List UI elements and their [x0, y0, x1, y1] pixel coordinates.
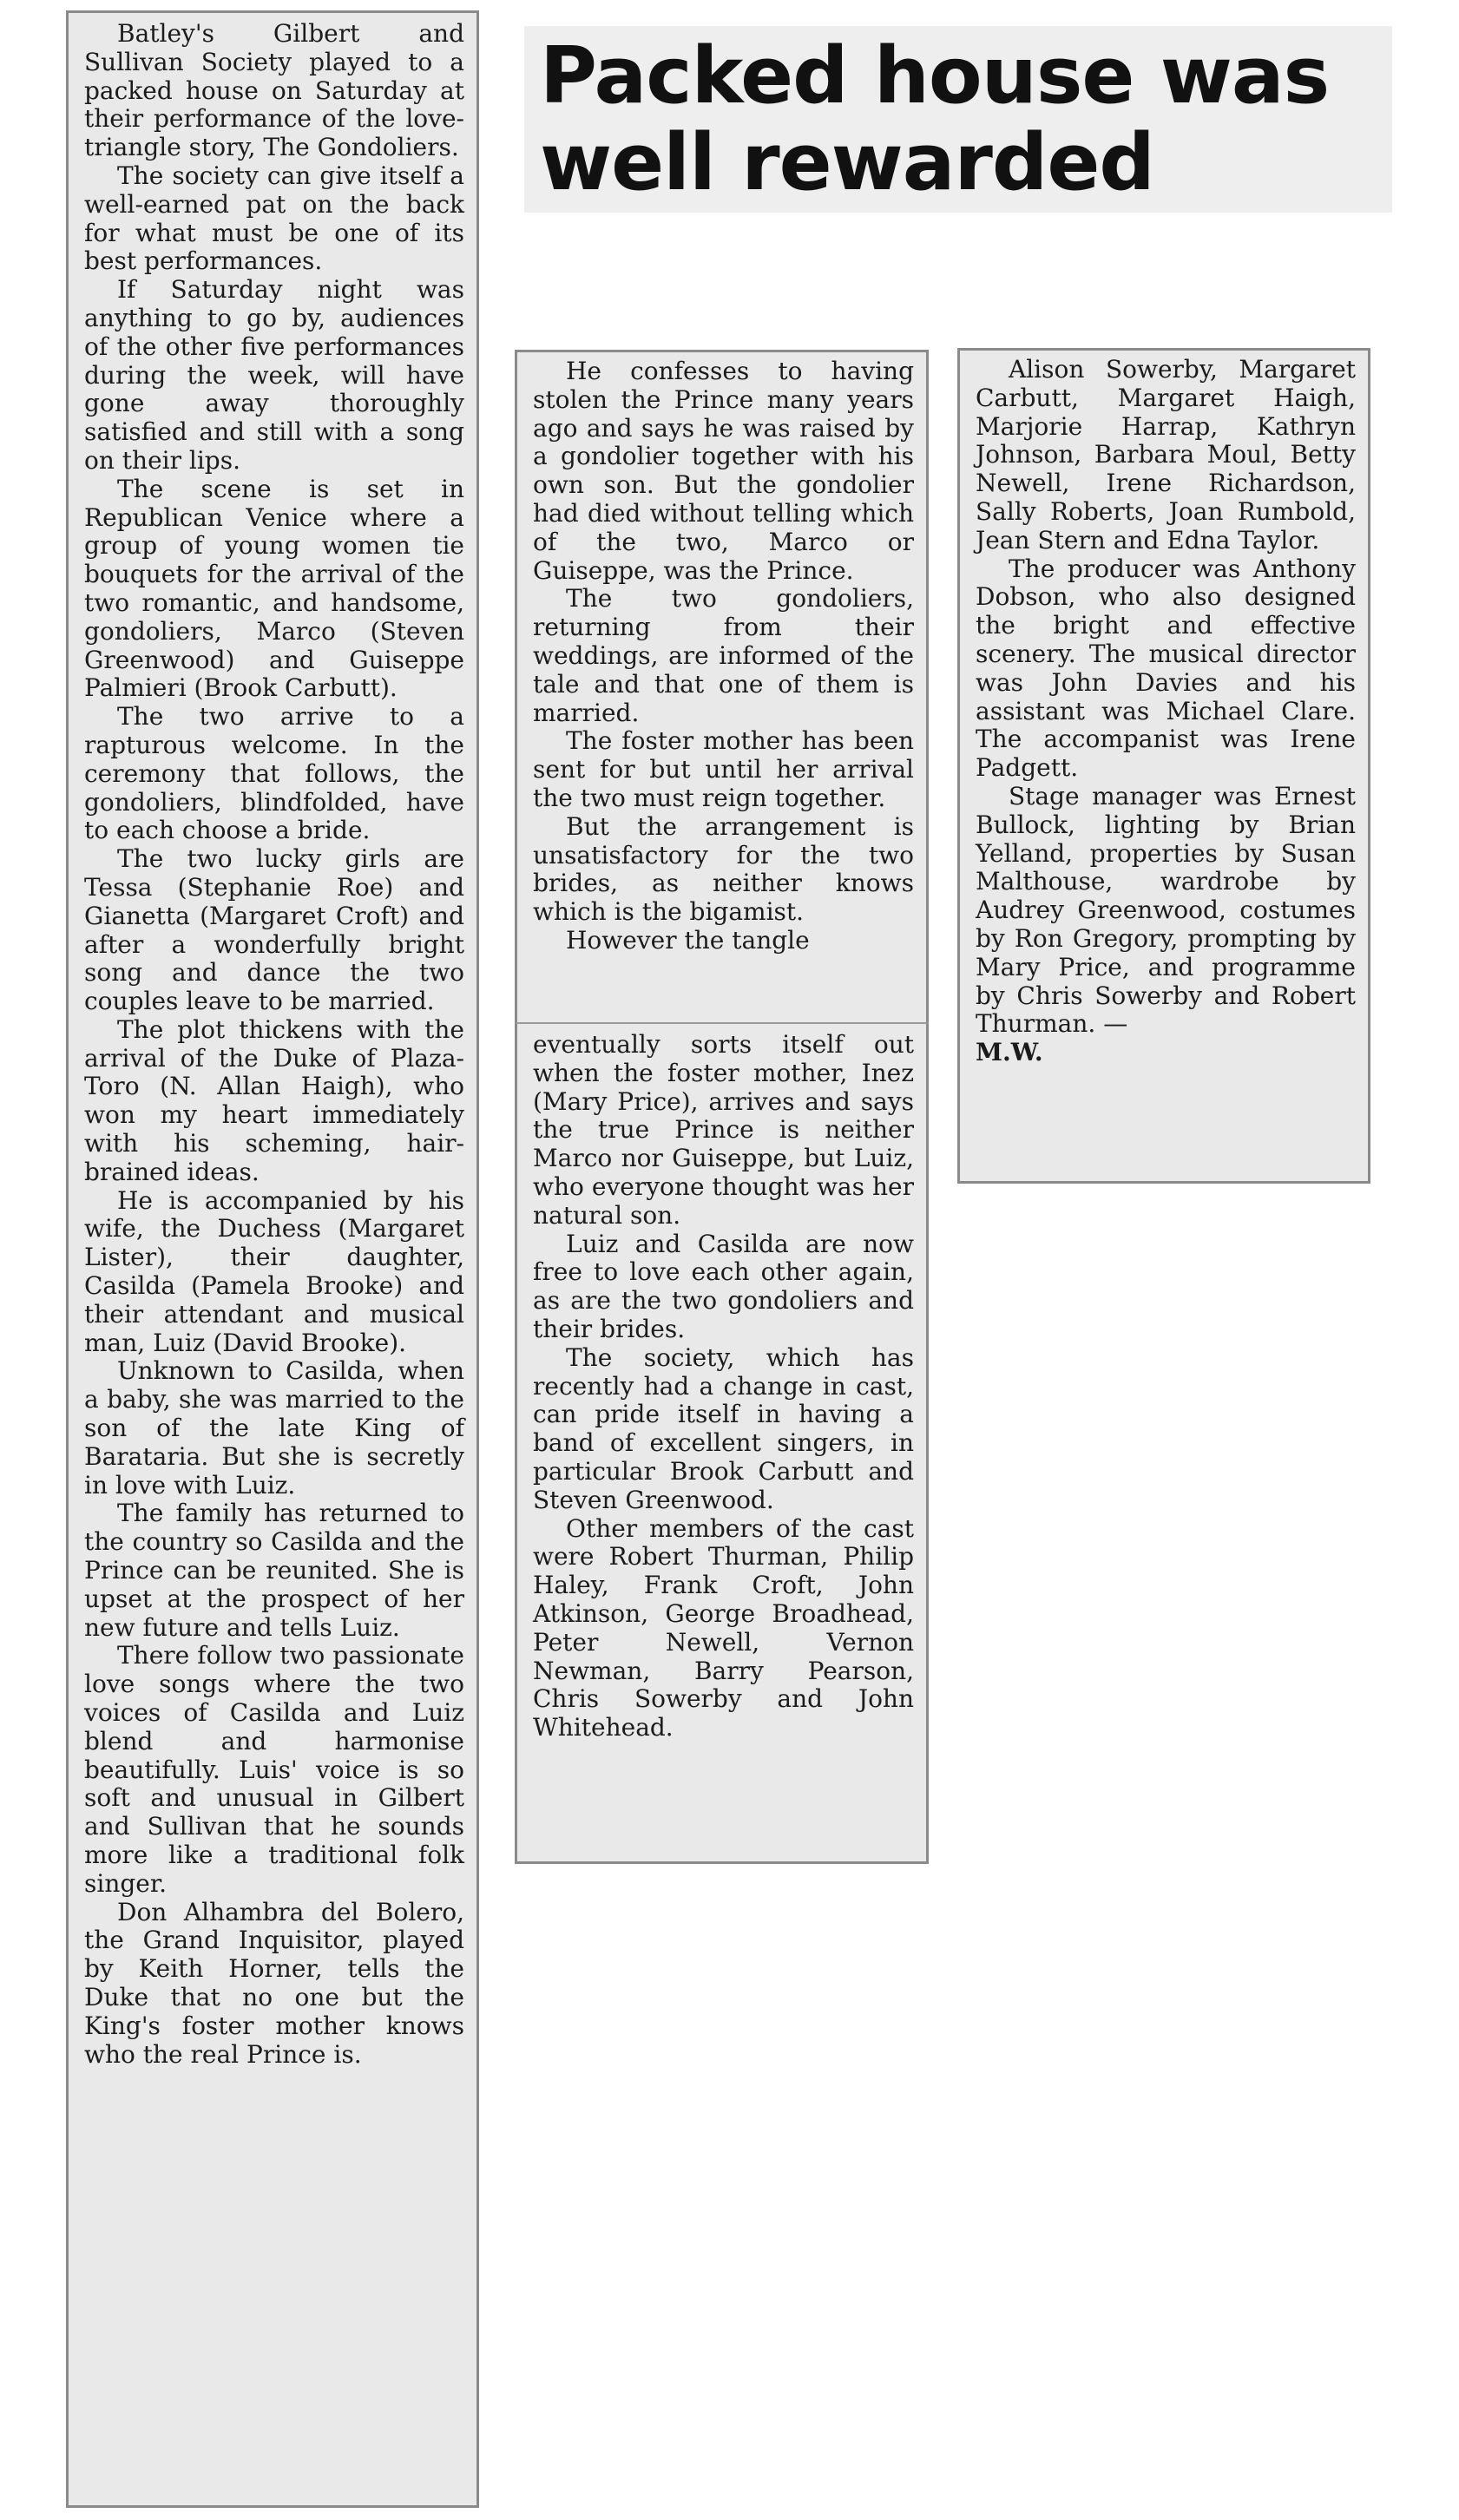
paragraph: Batley's Gilbert and Sullivan Society played to a packed house on Saturday at their performance of the love-triangle story, The Gondoliers.: [84, 19, 464, 162]
paragraph: Luiz and Casilda are now free to love each other again, as are the two gondoliers and their brides.: [533, 1229, 914, 1343]
paragraph: eventually sorts itself out when the foster mother, Inez (Mary Price), arrives and says the true Prince is neither Marco nor Guiseppe, but Luiz, who everyone thought was her natural son.: [533, 1030, 914, 1230]
headline-box: [524, 26, 1392, 213]
paragraph-signature: [976, 1039, 1356, 1067]
paragraph: He is accompanied by his wife, the Duchess (Margaret Lister), their daughter, Casilda (Pamela Brooke) and their attendant and musical man, Luiz (David Brooke).: [84, 1185, 464, 1357]
article-column-2-top: [515, 350, 929, 1022]
paragraph: Other members of the cast were Robert Thurman, Philip Haley, Frank Croft, John Atkinson, George Broadhead, Peter Newell, Vernon Newman, Barry Pearson, Chris Sowerby and John Whitehead.: [533, 1513, 914, 1742]
paragraph: The family has returned to the country so Casilda and the Prince can be reunited. She is upset at the prospect of her new future and tells Luiz.: [84, 1499, 464, 1642]
paragraph: The producer was Anthony Dobson, who also designed the bright and effective scenery. The musical director was John Davies and his assistant was Michael Clare. The accompanist was Irene Padgett.: [976, 554, 1356, 783]
paragraph: The scene is set in Republican Venice where a group of young women tie bouquets for the arrival of the two romantic, and handsome, gondoliers, Marco (Steven Greenwood) and Guiseppe Palmieri (Brook Carbutt).: [84, 474, 464, 703]
paragraph: Don Alhambra del Bolero, the Grand Inquisitor, played by Keith Horner, tells the Duke that no one but the King's foster mother knows who the real Prince is.: [84, 1897, 464, 2069]
paragraph: But the arrangement is unsatisfactory for the two brides, as neither knows which is the bigamist.: [533, 811, 914, 927]
paragraph: If Saturday night was anything to go by, audiences of the other five performances during the week, will have gone away thoroughly satisfied and still with a song on their lips.: [84, 275, 464, 475]
paragraph: Unknown to Casilda, when a baby, she was married to the son of the late King of Barataria. But she is secretly in love with Luiz.: [84, 1356, 464, 1500]
article-column-1: [66, 10, 479, 2508]
paragraph: He confesses to having stolen the Prince many years ago and says he was raised by a gondolier together with his own son. But the gondolier had died without telling which of the two, Marco or Guiseppe, was the Prince.: [533, 357, 914, 585]
paragraph: The plot thickens with the arrival of the Duke of Plaza-Toro (N. Allan Haigh), who won my heart immediately with his scheming, hair-brained ideas.: [84, 1014, 464, 1186]
paragraph: The two lucky girls are Tessa (Stephanie Roe) and Gianetta (Margaret Croft) and after a wonderfully bright song and dance the two couples leave to be married.: [84, 844, 464, 1016]
paragraph: However the tangle: [566, 925, 810, 955]
article-column-3: [957, 348, 1370, 1184]
paragraph: The two gondoliers, returning from their weddings, are informed of the tale and that one of them is married.: [533, 584, 914, 727]
author-signature: M.W.: [976, 1038, 1043, 1067]
paragraph: Stage manager was Ernest Bullock, lighting by Brian Yelland, properties by Susan Malthouse, wardrobe by Audrey Greenwood, costumes by Ron Gregory, prompting by Mary Price, and programme by Chris Sowerby and Robert Thurman. —: [976, 781, 1356, 1039]
paragraph: Alison Sowerby, Margaret Carbutt, Margaret Haigh, Marjorie Harrap, Kathryn Johnson, Barbara Moul, Betty Newell, Irene Richardson, Sally Roberts, Joan Rumbold, Jean Stern and Edna Taylor.: [976, 355, 1356, 555]
paragraph: The society, which has recently had a change in cast, can pride itself in having a band of excellent singers, in particular Brook Carbutt and Steven Greenwood.: [533, 1342, 914, 1514]
paragraph: There follow two passionate love songs where the two voices of Casilda and Luiz blend and harmonise beautifully. Luis' voice is so soft and unusual in Gilbert and Sullivan that he sounds more like a traditional folk singer.: [84, 1641, 464, 1898]
article-column-2-bottom: [515, 1022, 929, 1864]
headline: Packed house was well rewarded: [540, 30, 1330, 208]
paragraph: The two arrive to a rapturous welcome. In the ceremony that follows, the gondoliers, blindfolded, have to each choose a bride.: [84, 702, 464, 845]
paragraph: The society can give itself a well-earned pat on the back for what must be one of its best performances.: [84, 161, 464, 276]
paragraph: The foster mother has been sent for but until her arrival the two must reign together.: [533, 726, 914, 812]
